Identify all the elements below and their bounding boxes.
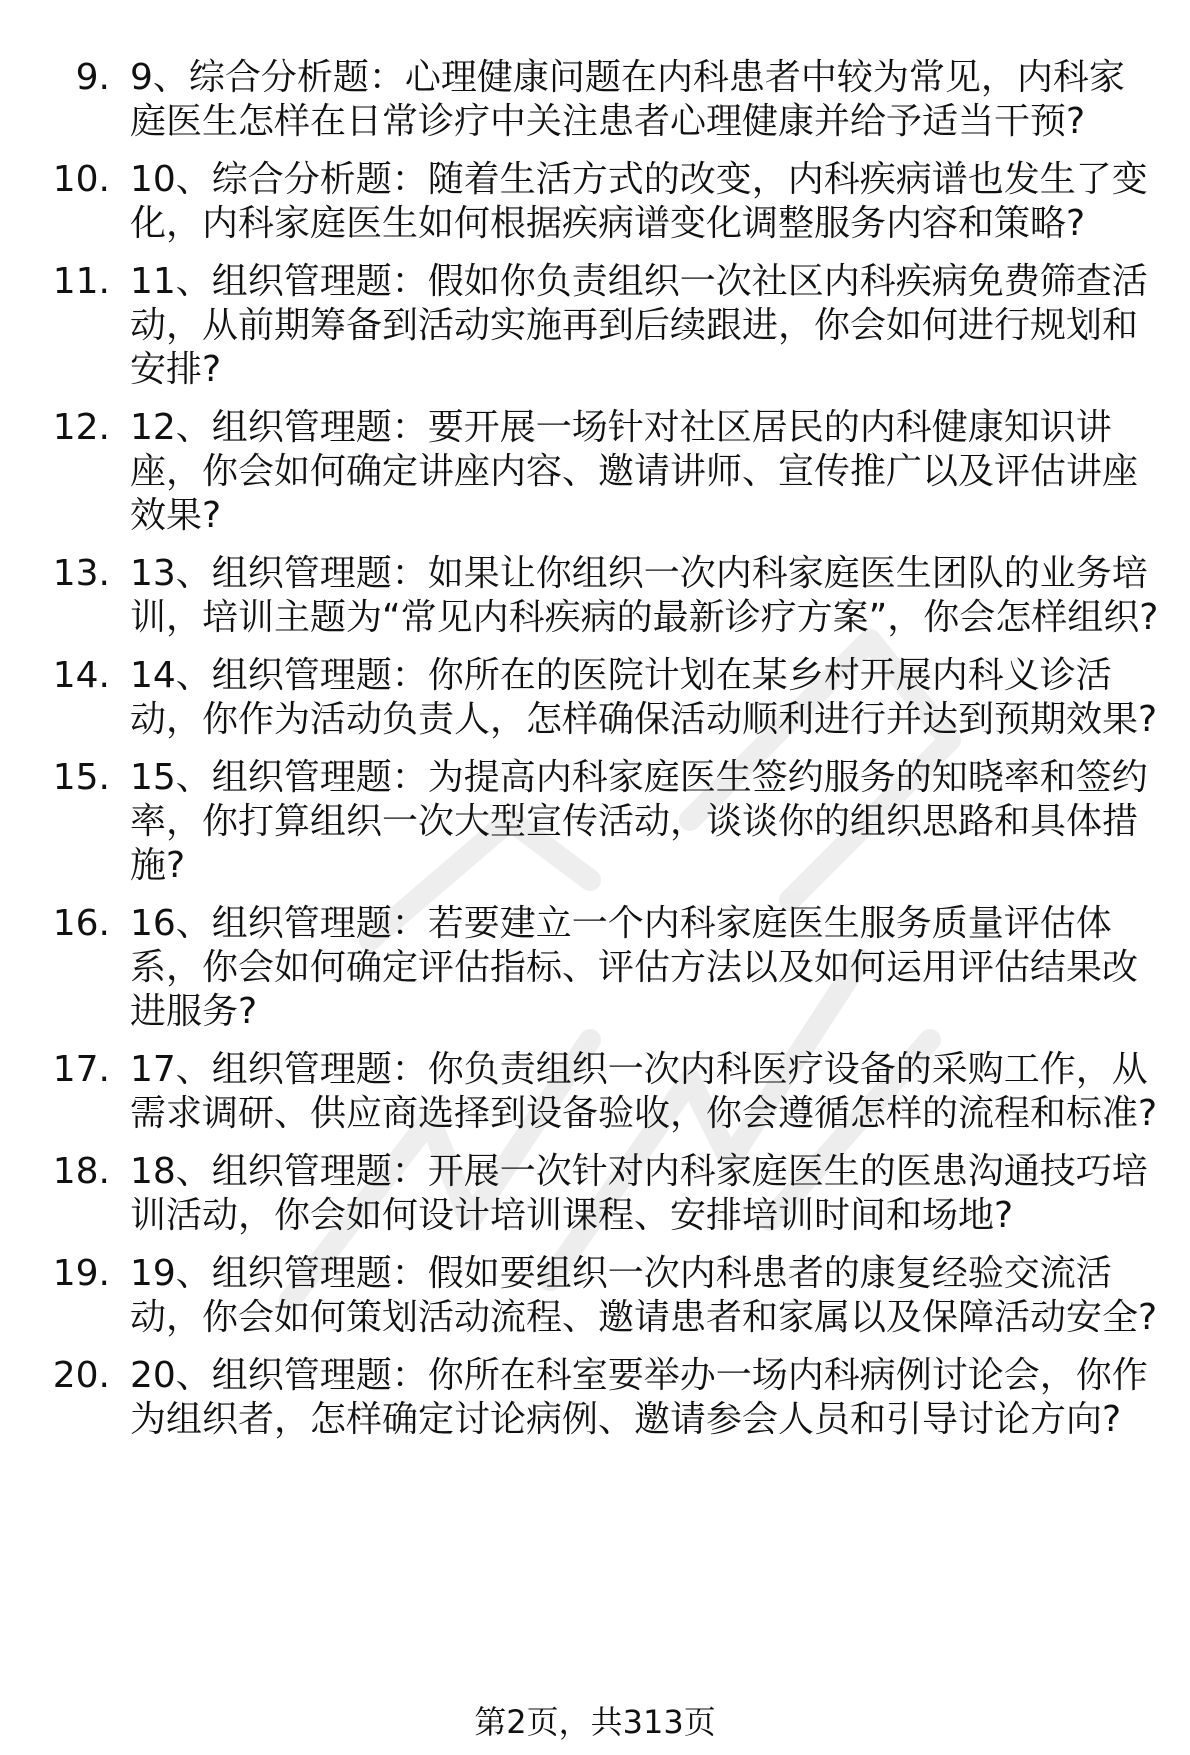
question-text: 20、组织管理题：你所在科室要举办一场内科病例讨论会，你作为组织者，怎样确定讨论病例、邀请参会人员和引导讨论方向? — [130, 1355, 1148, 1440]
question-item — [0, 158, 1190, 246]
question-item — [0, 756, 1190, 888]
question-text: 11、组织管理题：假如你负责组织一次社区内科疾病免费筛查活动，从前期筹备到活动实施再到后续跟进，你会如何进行规划和安排? — [130, 261, 1148, 390]
question-number: 11. — [52, 261, 110, 302]
question-item — [0, 552, 1190, 640]
question-number: 16. — [52, 903, 110, 944]
question-number: 19. — [52, 1253, 110, 1294]
question-text: 19、组织管理题：假如要组织一次内科患者的康复经验交流活动，你会如何策划活动流程、邀请患者和家属以及保障活动安全? — [130, 1253, 1158, 1338]
question-item — [0, 1252, 1190, 1340]
question-item — [0, 902, 1190, 1034]
question-number: 10. — [52, 159, 110, 200]
question-item — [0, 406, 1190, 538]
question-text: 12、组织管理题：要开展一场针对社区居民的内科健康知识讲座，你会如何确定讲座内容、邀请讲师、宣传推广以及评估讲座效果? — [130, 407, 1139, 536]
question-item — [0, 1048, 1190, 1136]
question-list — [0, 56, 1190, 1456]
question-text: 9、综合分析题：心理健康问题在内科患者中较为常见，内科家庭医生怎样在日常诊疗中关注患者心理健康并给予适当干预? — [130, 57, 1125, 142]
question-number: 14. — [52, 655, 110, 696]
question-number: 9. — [75, 57, 110, 98]
question-item — [0, 56, 1190, 144]
question-number: 12. — [52, 407, 110, 448]
page-footer: 第2页，共313页 — [474, 1703, 716, 1741]
question-text: 14、组织管理题：你所在的医院计划在某乡村开展内科义诊活动，你作为活动负责人，怎样确保活动顺利进行并达到预期效果? — [130, 655, 1158, 740]
question-text: 18、组织管理题：开展一次针对内科家庭医生的医患沟通技巧培训活动，你会如何设计培训课程、安排培训时间和场地? — [130, 1151, 1148, 1236]
question-item — [0, 260, 1190, 392]
question-item — [0, 1354, 1190, 1442]
question-number: 17. — [52, 1049, 110, 1090]
question-text: 15、组织管理题：为提高内科家庭医生签约服务的知晓率和签约率，你打算组织一次大型宣传活动，谈谈你的组织思路和具体措施? — [130, 757, 1148, 886]
question-item — [0, 654, 1190, 742]
question-text: 16、组织管理题：若要建立一个内科家庭医生服务质量评估体系，你会如何确定评估指标、评估方法以及如何运用评估结果改进服务? — [130, 903, 1139, 1032]
question-item — [0, 1150, 1190, 1238]
question-number: 15. — [52, 757, 110, 798]
question-text: 17、组织管理题：你负责组织一次内科医疗设备的采购工作，从需求调研、供应商选择到设备验收，你会遵循怎样的流程和标准? — [130, 1049, 1158, 1134]
question-number: 18. — [52, 1151, 110, 1192]
question-text: 10、综合分析题：随着生活方式的改变，内科疾病谱也发生了变化，内科家庭医生如何根据疾病谱变化调整服务内容和策略? — [130, 159, 1148, 244]
question-number: 20. — [52, 1355, 110, 1396]
question-number: 13. — [52, 553, 110, 594]
question-text: 13、组织管理题：如果让你组织一次内科家庭医生团队的业务培训，培训主题为“常见内科疾病的最新诊疗方案”，你会怎样组织? — [130, 553, 1159, 638]
